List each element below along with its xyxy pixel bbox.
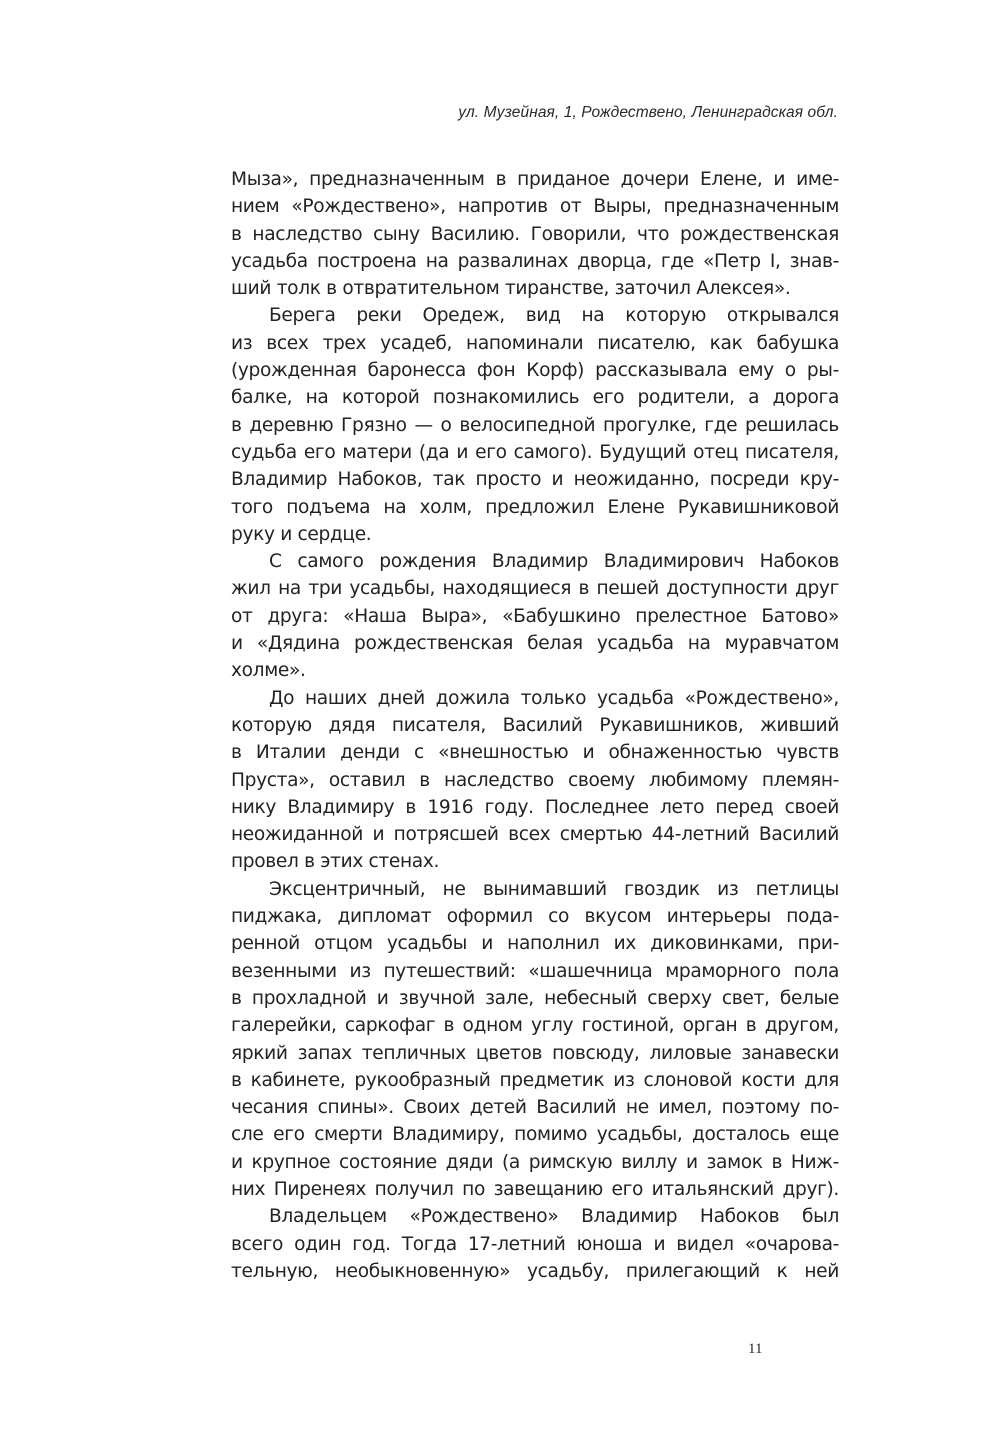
- text-line: пиджака, дипломат оформил со вкусом интерьеры пода-: [231, 906, 839, 928]
- text-line: усадьба построена на развалинах дворца, где «Петр I, знав-: [231, 250, 839, 272]
- text-line: в деревню Грязно — о велосипедной прогулке, где решилась: [231, 414, 839, 436]
- text-line: сле его смерти Владимиру, помимо усадьбы, досталось еще: [231, 1124, 839, 1146]
- text-line: руку и сердце.: [231, 523, 372, 545]
- text-line: судьба его матери (да и его самого). Будущий отец писателя,: [231, 441, 839, 463]
- text-line: в прохладной и звучной зале, небесный сверху свет, белые: [231, 987, 839, 1009]
- text-line: балке, на которой познакомились его родители, а дорога: [231, 387, 839, 409]
- running-head: ул. Музейная, 1, Рождествено, Ленинградская обл.: [458, 104, 838, 121]
- text-line: холме».: [231, 660, 306, 682]
- text-line: яркий запах тепличных цветов повсюду, лиловые занавески: [231, 1042, 839, 1064]
- text-line: нием «Рождествено», напротив от Выры, предназначенным: [231, 196, 839, 218]
- text-line: чесания спины». Своих детей Василий не имел, поэтому по-: [231, 1097, 839, 1119]
- text-line: и «Дядина рождественская белая усадьба на муравчатом: [231, 633, 839, 655]
- text-line: из всех трех усадеб, напоминали писателю, как бабушка: [231, 332, 839, 354]
- text-line: в наследство сыну Василию. Говорили, что рождественская: [231, 223, 839, 245]
- text-line: нику Владимиру в 1916 году. Последнее лето перед своей: [231, 796, 839, 818]
- text-line: тельную, необыкновенную» усадьбу, прилегающий к ней: [231, 1260, 839, 1282]
- text-line: Пруста», оставил в наследство своему любимому племян-: [231, 769, 839, 791]
- paragraph: [231, 166, 839, 302]
- body-text: [231, 166, 839, 1285]
- text-line: провел в этих стенах.: [231, 851, 440, 873]
- text-line: того подъема на холм, предложил Елене Рукавишниковой: [231, 496, 839, 518]
- text-line: жил на три усадьбы, находящиеся в пешей доступности друг: [231, 578, 839, 600]
- text-line: неожиданной и потрясшей всех смертью 44-летний Василий: [231, 824, 839, 846]
- text-line: Владимир Набоков, так просто и неожиданно, посреди кру-: [231, 469, 839, 491]
- text-line: в кабинете, рукообразный предметик из слоновой кости для: [231, 1069, 839, 1091]
- text-line: которую дядя писателя, Василий Рукавишников, живший: [231, 714, 839, 736]
- text-line: Мыза», предназначенным в приданое дочери Елене, и име-: [231, 169, 839, 190]
- paragraph: [231, 876, 839, 1204]
- text-line: (урожденная баронесса фон Корф) рассказывала ему о ры-: [231, 360, 839, 382]
- text-line: галерейки, саркофаг в одном углу гостиной, орган в другом,: [231, 1015, 839, 1037]
- text-line: Эксцентричный, не вынимавший гвоздик из петлицы: [269, 878, 839, 900]
- page-number: 11: [748, 1341, 763, 1357]
- text-line: от друга: «Наша Выра», «Бабушкино прелестное Батово»: [231, 605, 839, 627]
- text-line: везенными из путешествий: «шашечница мраморного пола: [231, 960, 839, 982]
- paragraph: [231, 1203, 839, 1285]
- text-line: До наших дней дожила только усадьба «Рождествено»,: [269, 687, 839, 709]
- text-line: Владельцем «Рождествено» Владимир Набоков был: [269, 1206, 839, 1228]
- paragraph: [231, 685, 839, 876]
- text-line: них Пиренеях получил по завещанию его итальянский друг).: [231, 1178, 839, 1200]
- paragraph: [231, 302, 839, 548]
- text-line: ренной отцом усадьбы и наполнил их диковинками, при-: [231, 933, 839, 955]
- paragraph: [231, 548, 839, 684]
- text-line: С самого рождения Владимир Владимирович Набоков: [269, 551, 839, 573]
- text-line: Берега реки Оредеж, вид на которую открывался: [269, 305, 839, 327]
- text-line: ший толк в отвратительном тиранстве, заточил Алексея».: [231, 278, 791, 300]
- text-line: всего один год. Тогда 17-летний юноша и видел «очарова-: [231, 1233, 839, 1255]
- text-line: в Италии денди с «внешностью и обнаженностью чувств: [231, 742, 839, 764]
- text-line: и крупное состояние дяди (а римскую виллу и замок в Ниж-: [231, 1151, 839, 1173]
